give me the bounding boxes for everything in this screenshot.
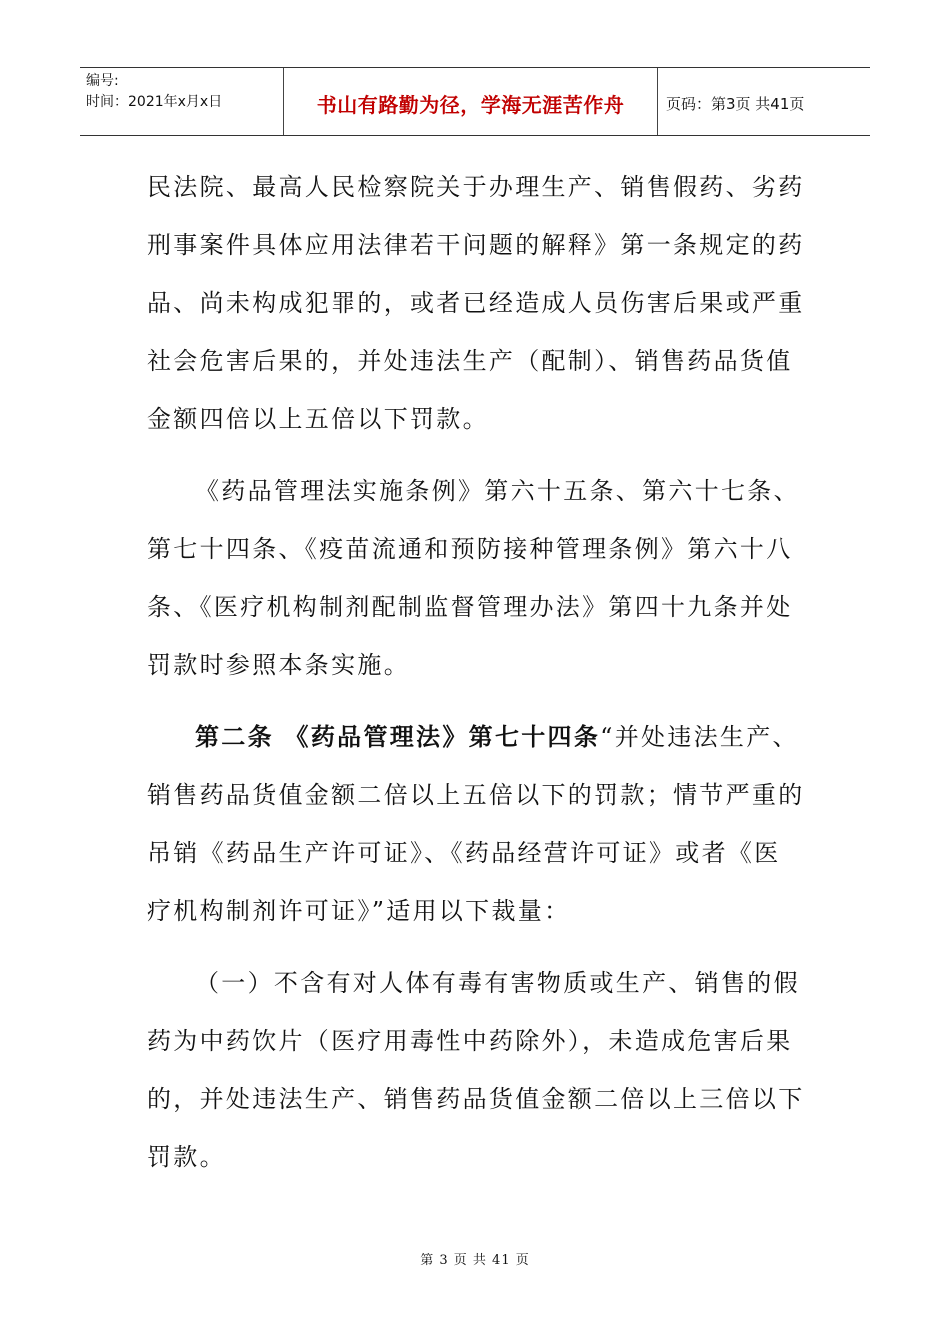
article-quote-start: “并处违法生产、	[600, 723, 799, 751]
paragraph-line: 疗机构制剂许可证》”适用以下裁量：	[147, 897, 571, 925]
paragraph-4	[147, 954, 809, 1186]
motto-text: 书山有路勤为径，学海无涯苦作舟	[316, 93, 625, 117]
paragraph-2	[147, 462, 809, 694]
header-table	[80, 67, 870, 136]
article-heading: 第二条 《药品管理法》第七十四条	[195, 722, 601, 751]
document-body	[147, 158, 809, 1186]
paragraph-line: 条、《医疗机构制剂配制监督管理办法》第四十九条并处	[147, 593, 793, 621]
time-label: 时间：2021年x月x日	[86, 94, 223, 110]
paragraph-line: 刑事案件具体应用法律若干问题的解释》第一条规定的药	[147, 231, 805, 259]
paragraph-3	[147, 708, 809, 940]
paragraph-gap	[147, 940, 809, 954]
paragraph-line: 社会危害后果的，并处违法生产（配制）、销售药品货值	[147, 347, 793, 375]
paragraph-line: 的，并处违法生产、销售药品货值金额二倍以上三倍以下	[147, 1085, 805, 1113]
paragraph-line: 罚款。	[147, 1143, 226, 1171]
paragraph-1	[147, 158, 809, 448]
header-meta-cell	[80, 68, 284, 135]
article-heading-line	[147, 708, 809, 766]
paragraph-line: 品、尚未构成犯罪的，或者已经造成人员伤害后果或严重	[147, 289, 805, 317]
page-footer	[0, 1249, 950, 1268]
number-label: 编号:	[86, 73, 119, 89]
paragraph-line: 第七十四条、《疫苗流通和预防接种管理条例》第六十八	[147, 535, 793, 563]
paragraph-line: 罚款时参照本条实施。	[147, 651, 410, 679]
motto-cell	[284, 68, 658, 135]
paragraph-line: 民法院、最高人民检察院关于办理生产、销售假药、劣药	[147, 173, 805, 201]
paragraph-line: 销售药品货值金额二倍以上五倍以下的罚款；情节严重的	[147, 781, 805, 809]
paragraph-line: （一）不含有对人体有毒有害物质或生产、销售的假	[195, 969, 800, 997]
paragraph-line: 药为中药饮片（医疗用毒性中药除外），未造成危害后果	[147, 1027, 793, 1055]
paragraph-gap	[147, 448, 809, 462]
paragraph-line: 《药品管理法实施条例》第六十五条、第六十七条、	[195, 477, 800, 505]
paragraph-line: 吊销《药品生产许可证》、《药品经营许可证》或者《医	[147, 839, 781, 867]
paragraph-line: 金额四倍以上五倍以下罚款。	[147, 405, 489, 433]
page-info: 页码：第3页 共41页	[666, 95, 805, 113]
page-info-cell	[658, 68, 870, 135]
paragraph-gap	[147, 694, 809, 708]
footer-page-number: 第 3 页 共 41 页	[420, 1253, 530, 1268]
